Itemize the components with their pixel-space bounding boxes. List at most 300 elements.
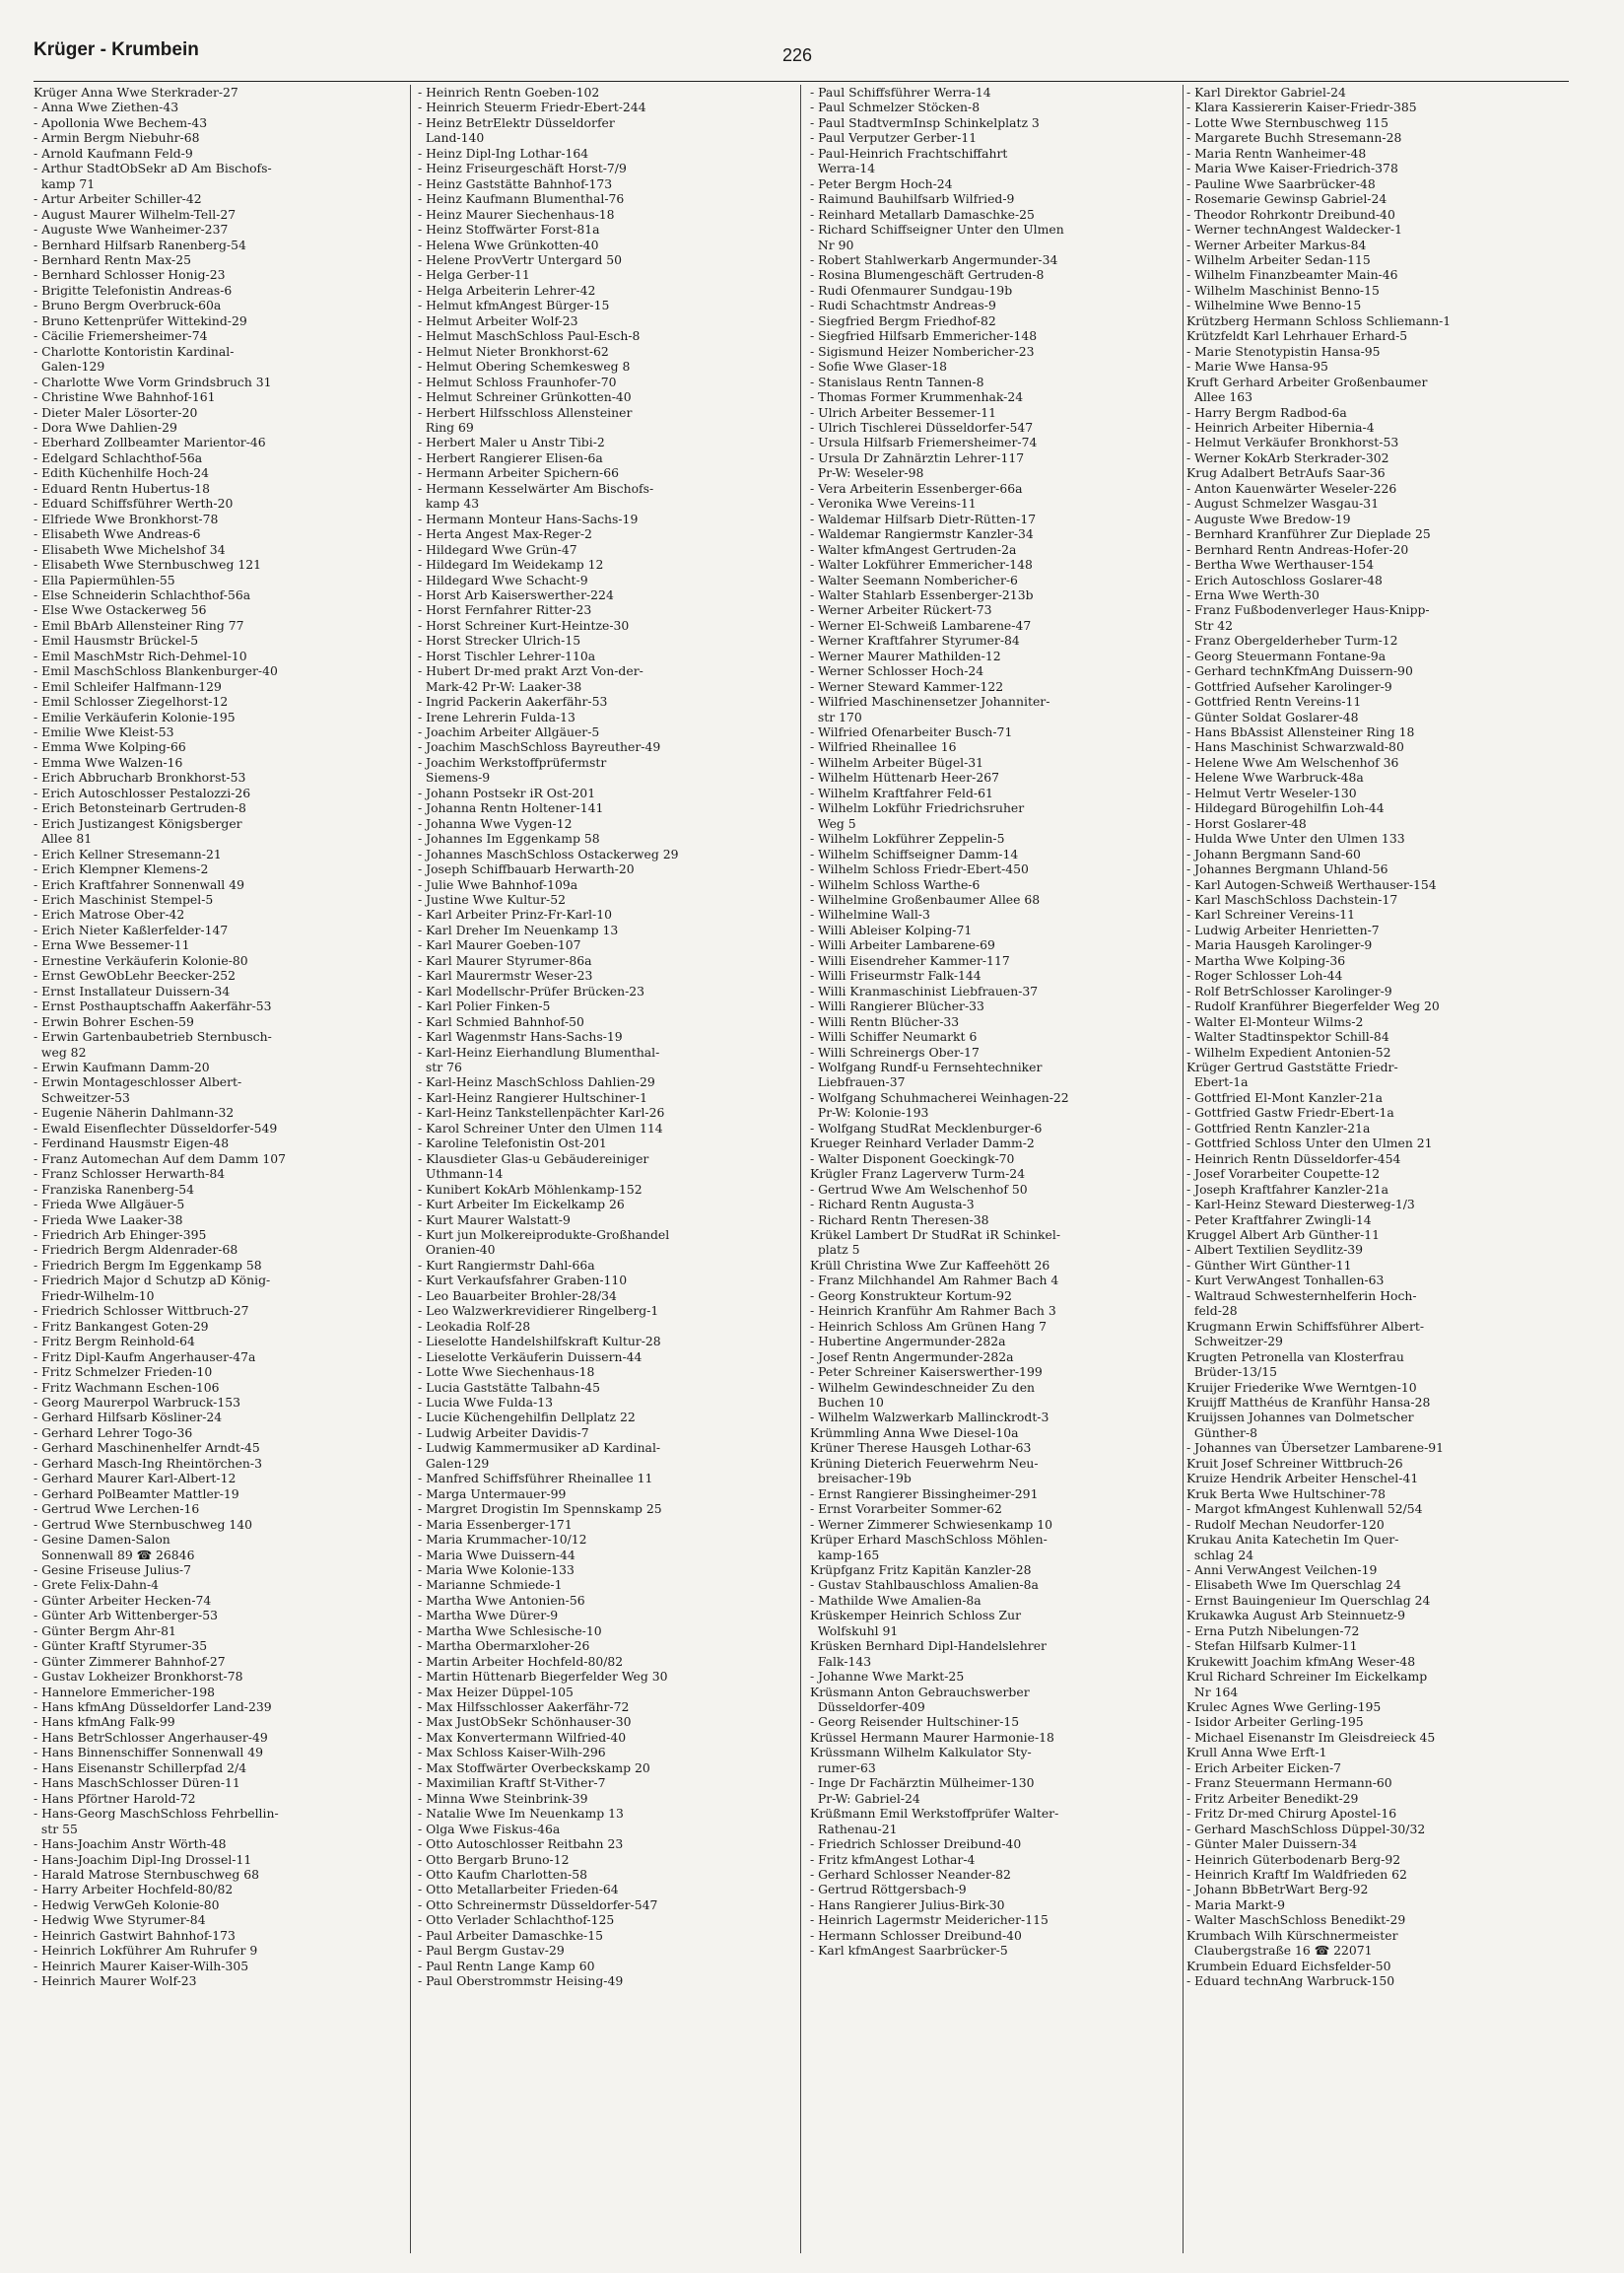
directory-column-3	[810, 85, 1179, 2263]
directory-entry: - Heinrich Lagermstr Meidericher-115	[810, 1912, 1049, 1928]
column-divider	[800, 85, 801, 2253]
directory-entry: - Hans MaschSchlosser Düren-11	[34, 1775, 240, 1791]
directory-entry: - Karl-Heinz Rangierer Hultschiner-1	[418, 1089, 647, 1105]
directory-entry: - Paul Schiffsführer Werra-14	[810, 85, 991, 100]
directory-entry: - Gerhard MaschSchloss Düppel-30/32	[1186, 1821, 1426, 1836]
directory-entry: str 76	[418, 1060, 462, 1074]
directory-entry: - Mathilde Wwe Amalien-8a	[810, 1592, 981, 1608]
directory-entry: Kruggel Albert Arb Günther-11	[1186, 1226, 1381, 1242]
directory-entry: - Erich Kraftfahrer Sonnenwall 49	[34, 876, 244, 892]
directory-entry: - Otto Metallarbeiter Frieden-64	[418, 1882, 619, 1897]
directory-entry: Krugmann Erwin Schiffsführer Albert-	[1186, 1318, 1425, 1334]
directory-entry: Allee 163	[1186, 389, 1253, 405]
directory-entry: - Manfred Schiffsführer Rheinallee 11	[418, 1471, 653, 1486]
directory-entry: Kruit Josef Schreiner Wittbruch-26	[1186, 1455, 1403, 1471]
directory-entry: - Ernst Bauingenieur Im Querschlag 24	[1186, 1592, 1431, 1608]
directory-entry: Land-140	[418, 130, 485, 146]
directory-entry: - Irene Lehrerin Fulda-13	[418, 709, 575, 724]
directory-entry: - Wilhelmine Wwe Benno-15	[1186, 298, 1362, 313]
column-divider	[410, 85, 411, 2253]
directory-entry: - Heinz BetrElektr Düsseldorfer	[418, 114, 615, 130]
directory-entry: - Gerhard Lehrer Togo-36	[34, 1424, 193, 1440]
directory-entry: - Kurt Verkaufsfahrer Graben-110	[418, 1273, 628, 1288]
directory-entry: - Maria Wwe Kolonie-133	[418, 1561, 575, 1577]
directory-entry: Günther-8	[1186, 1424, 1258, 1440]
directory-entry: - Kurt Rangiermstr Dahl-66a	[418, 1257, 595, 1273]
directory-entry: Krützberg Hermann Schloss Schliemann-1	[1186, 312, 1452, 328]
directory-entry: rumer-63	[810, 1759, 876, 1775]
directory-entry: - Hannelore Emmericher-198	[34, 1684, 216, 1699]
directory-entry: - Maria Rentn Wanheimer-48	[1186, 145, 1367, 161]
directory-entry: - Martha Wwe Kolping-36	[1186, 952, 1346, 968]
directory-entry: - Bernhard Kranführer Zur Dieplade 25	[1186, 526, 1431, 542]
directory-entry: - Heinz Maurer Siechenhaus-18	[418, 206, 615, 222]
directory-entry: - Helga Arbeiterin Lehrer-42	[418, 282, 596, 298]
directory-entry: - Walter El-Monteur Wilms-2	[1186, 1013, 1364, 1029]
directory-entry: - Max Hilfsschlosser Aakerfähr-72	[418, 1699, 630, 1715]
directory-entry: - Eberhard Zollbeamter Marientor-46	[34, 435, 266, 450]
directory-entry: - Werner technAngest Waldecker-1	[1186, 222, 1403, 238]
directory-entry: - Karl MaschSchloss Dachstein-17	[1186, 892, 1398, 908]
directory-entry: - Johannes MaschSchloss Ostackerweg 29	[418, 846, 679, 861]
directory-entry: - Sofie Wwe Glaser-18	[810, 359, 948, 375]
directory-entry: - Ludwig Arbeiter Davidis-7	[418, 1424, 589, 1440]
directory-entry: - Erich Matrose Ober-42	[34, 907, 185, 923]
directory-entry: Krul Richard Schreiner Im Eickelkamp	[1186, 1669, 1428, 1685]
directory-entry: - Otto Schreinermstr Düsseldorfer-547	[418, 1896, 658, 1912]
directory-entry: - Fritz Dipl-Kaufm Angerhauser-47a	[34, 1348, 256, 1364]
directory-entry: - Gustav Lokheizer Bronkhorst-78	[34, 1669, 243, 1685]
directory-entry: - Emilie Verkäuferin Kolonie-195	[34, 709, 236, 724]
directory-entry: - Hubert Dr-med prakt Arzt Von-der-	[418, 663, 643, 679]
directory-entry: - Minna Wwe Steinbrink-39	[418, 1790, 588, 1806]
directory-entry: - Erich Abbrucharb Bronkhorst-53	[34, 770, 246, 786]
directory-entry: - Willi Kranmaschinist Liebfrauen-37	[810, 983, 1039, 999]
directory-entry: - Erich Arbeiter Eicken-7	[1186, 1759, 1342, 1775]
directory-entry: - Stefan Hilfsarb Kulmer-11	[1186, 1638, 1358, 1654]
running-head: Krüger - Krumbein	[34, 39, 199, 60]
directory-entry: - Wilhelmine Wall-3	[810, 907, 930, 923]
directory-entry: - Martin Hüttenarb Biegerfelder Weg 30	[418, 1669, 668, 1685]
directory-entry: - Fritz Arbeiter Benedikt-29	[1186, 1790, 1359, 1806]
directory-entry: - Emil BbArb Allensteiner Ring 77	[34, 617, 244, 633]
directory-entry: - Walter Lokführer Emmericher-148	[810, 557, 1033, 573]
directory-entry: - Lucia Wwe Fulda-13	[418, 1394, 553, 1410]
directory-entry: - August Schmelzer Wasgau-31	[1186, 496, 1380, 512]
directory-entry: - Karl Direktor Gabriel-24	[1186, 85, 1346, 100]
directory-entry: - Erna Wwe Bessemer-11	[34, 937, 190, 953]
directory-entry: - Erna Putzh Nibelungen-72	[1186, 1622, 1360, 1638]
directory-entry: - Gertrud Wwe Sternbuschweg 140	[34, 1516, 252, 1532]
directory-entry: - Ewald Eisenflechter Düsseldorfer-549	[34, 1120, 278, 1136]
directory-entry: - Else Wwe Ostackerweg 56	[34, 602, 207, 618]
directory-entry: - Gottfried El-Mont Kanzler-21a	[1186, 1089, 1384, 1105]
directory-entry: - Werner Maurer Mathilden-12	[810, 648, 1001, 663]
directory-entry: - Richard Rentn Augusta-3	[810, 1197, 975, 1212]
directory-entry: - Karl Modellschr-Prüfer Brücken-23	[418, 983, 645, 999]
directory-entry: - Maria Markt-9	[1186, 1896, 1285, 1912]
directory-entry: - Wilfried Rheinallee 16	[810, 739, 957, 755]
directory-entry: - Rudi Schachtmstr Andreas-9	[810, 298, 996, 313]
directory-entry: - Kurt jun Molkereiprodukte-Großhandel	[418, 1226, 670, 1242]
directory-entry: Weg 5	[810, 815, 856, 831]
directory-entry: - Heinrich Lokführer Am Ruhrufer 9	[34, 1943, 258, 1959]
directory-entry: Krüpfganz Fritz Kapitän Kanzler-28	[810, 1561, 1032, 1577]
directory-entry: - Erwin Gartenbaubetrieb Sternbusch-	[34, 1029, 272, 1045]
directory-entry: - Gertrud Röttgersbach-9	[810, 1882, 967, 1897]
directory-entry: - Johannes van Übersetzer Lambarene-91	[1186, 1440, 1445, 1456]
directory-entry: - Dora Wwe Dahlien-29	[34, 419, 177, 435]
directory-entry: - Werner Kraftfahrer Styrumer-84	[810, 633, 1020, 649]
directory-column-4	[1186, 85, 1571, 2263]
directory-entry: - Willi Rangierer Blücher-33	[810, 999, 984, 1014]
directory-entry: - Fritz Wachmann Eschen-106	[34, 1379, 220, 1395]
directory-entry: - Heinz Friseurgeschäft Horst-7/9	[418, 161, 627, 176]
directory-entry: - Herbert Maler u Anstr Tibi-2	[418, 435, 605, 450]
directory-entry: - Wilhelm Maschinist Benno-15	[1186, 282, 1380, 298]
directory-entry: - Erich Justizangest Königsberger	[34, 815, 242, 831]
directory-entry: Krukawka August Arb Steinnuetz-9	[1186, 1608, 1405, 1623]
directory-entry: - Max Schloss Kaiser-Wilh-296	[418, 1745, 606, 1760]
directory-entry: - Johann BbBetrWart Berg-92	[1186, 1882, 1369, 1897]
directory-entry: - Lucie Küchengehilfin Dellplatz 22	[418, 1410, 636, 1425]
directory-entry: - Karl Schmied Bahnhof-50	[418, 1013, 584, 1029]
directory-entry: - Walter MaschSchloss Benedikt-29	[1186, 1912, 1406, 1928]
directory-entry: - Leokadia Rolf-28	[418, 1318, 531, 1334]
directory-entry: - Emil Schleifer Halfmann-129	[34, 678, 222, 694]
directory-entry: - Paul Schmelzer Stöcken-8	[810, 100, 981, 115]
directory-entry: - Gertrud Wwe Am Welschenhof 50	[810, 1181, 1028, 1197]
directory-entry: - Emma Wwe Walzen-16	[34, 754, 183, 770]
directory-entry: - Helene ProvVertr Untergard 50	[418, 251, 622, 267]
directory-entry: - Fritz Dr-med Chirurg Apostel-16	[1186, 1806, 1397, 1822]
directory-entry: - Bernhard Rentn Max-25	[34, 251, 191, 267]
directory-entry: - Margot kfmAngest Kuhlenwall 52/54	[1186, 1501, 1423, 1517]
directory-entry: - Elisabeth Wwe Im Querschlag 24	[1186, 1577, 1401, 1593]
directory-entry: Krüper Erhard MaschSchloss Möhlen-	[810, 1532, 1048, 1548]
directory-entry: - Helena Wwe Grünkotten-40	[418, 237, 599, 252]
directory-entry: - Frieda Wwe Laaker-38	[34, 1211, 183, 1227]
column-divider	[1183, 85, 1184, 2253]
directory-entry: Krützfeldt Karl Lehrhauer Erhard-5	[1186, 328, 1408, 344]
directory-entry: - Maria Wwe Duissern-44	[418, 1547, 575, 1562]
directory-entry: - Helmut Nieter Bronkhorst-62	[418, 343, 609, 359]
directory-entry: - Ernst Posthauptschaffn Aakerfähr-53	[34, 999, 272, 1014]
directory-entry: - Maria Wwe Kaiser-Friedrich-378	[1186, 161, 1398, 176]
directory-entry: - Richard Schiffseigner Unter den Ulmen	[810, 222, 1064, 238]
directory-entry: - Georg Maurerpol Warbruck-153	[34, 1394, 241, 1410]
directory-entry: - Fritz Bergm Reinhold-64	[34, 1334, 195, 1349]
directory-entry: - Rudolf Mechan Neudorfer-120	[1186, 1516, 1385, 1532]
directory-entry: - Rudolf Kranführer Biegerfelder Weg 20	[1186, 999, 1440, 1014]
directory-entry: - Maria Krummacher-10/12	[418, 1532, 587, 1548]
directory-entry: - Heinrich Kraftf Im Waldfrieden 62	[1186, 1867, 1407, 1883]
directory-entry: - Willi Arbeiter Lambarene-69	[810, 937, 995, 953]
directory-entry: - Wolfgang StudRat Mecklenburger-6	[810, 1120, 1043, 1136]
directory-entry: - Bertha Wwe Werthauser-154	[1186, 557, 1375, 573]
directory-entry: - Heinrich Schloss Am Grünen Hang 7	[810, 1318, 1048, 1334]
directory-entry: - Karl Maurer Goeben-107	[418, 937, 581, 953]
directory-entry: - Max Konvertermann Wilfried-40	[418, 1729, 627, 1745]
directory-entry: Schweitzer-29	[1186, 1334, 1283, 1349]
directory-entry: - Horst Strecker Ulrich-15	[418, 633, 581, 649]
directory-entry: Nr 90	[810, 237, 854, 252]
directory-entry: - Johanna Rentn Holtener-141	[418, 800, 604, 816]
directory-entry: - Johannes Im Eggenkamp 58	[418, 831, 600, 847]
directory-entry: kamp 71	[34, 175, 96, 191]
directory-entry: - Karl Schreiner Vereins-11	[1186, 907, 1356, 923]
directory-entry: - Sigismund Heizer Nombericher-23	[810, 343, 1035, 359]
directory-entry: - Günter Arbeiter Hecken-74	[34, 1592, 212, 1608]
directory-entry: - Anton Kauenwärter Weseler-226	[1186, 480, 1397, 496]
directory-entry: - Karl-Heinz Steward Diesterweg-1/3	[1186, 1197, 1415, 1212]
directory-entry: - Emil MaschMstr Rich-Dehmel-10	[34, 648, 247, 663]
directory-entry: - Wilhelm Arbeiter Bügel-31	[810, 754, 984, 770]
directory-entry: - Martha Wwe Dürer-9	[418, 1608, 559, 1623]
directory-column-2	[418, 85, 790, 2263]
directory-entry: - Franz Obergelderheber Turm-12	[1186, 633, 1398, 649]
directory-entry: - Karl kfmAngest Saarbrücker-5	[810, 1943, 1008, 1959]
directory-entry: - Georg Steuermann Fontane-9a	[1186, 648, 1387, 663]
directory-entry: - Walter Stadtinspektor Schill-84	[1186, 1029, 1389, 1045]
directory-entry: - Albert Textilien Seydlitz-39	[1186, 1242, 1364, 1258]
directory-entry: - Inge Dr Fachärztin Mülheimer-130	[810, 1775, 1035, 1791]
directory-entry: - Maria Essenberger-171	[418, 1516, 573, 1532]
directory-entry: - Karl-Heinz Tankstellenpächter Karl-26	[418, 1105, 665, 1121]
directory-entry: - Ingrid Packerin Aakerfähr-53	[418, 694, 608, 710]
directory-entry: - Erna Wwe Werth-30	[1186, 586, 1320, 602]
directory-entry: - Hermann Arbeiter Spichern-66	[418, 465, 619, 481]
directory-entry: - Franz Milchhandel Am Rahmer Bach 4	[810, 1273, 1059, 1288]
directory-entry: Str 42	[1186, 617, 1233, 633]
directory-entry: - Ella Papiermühlen-55	[34, 572, 175, 587]
directory-entry: - Gottfried Aufseher Karolinger-9	[1186, 678, 1392, 694]
directory-entry: - Wilhelm Lokführer Zeppelin-5	[810, 831, 1005, 847]
directory-entry: - Arnold Kaufmann Feld-9	[34, 145, 193, 161]
directory-entry: - Julie Wwe Bahnhof-109a	[418, 876, 578, 892]
directory-entry: - Joachim MaschSchloss Bayreuther-49	[418, 739, 661, 755]
directory-entry: - Franziska Ranenberg-54	[34, 1181, 195, 1197]
directory-entry: - Max JustObSekr Schönhauser-30	[418, 1714, 632, 1730]
directory-entry: - Ernst Vorarbeiter Sommer-62	[810, 1501, 1002, 1517]
directory-entry: - Gustav Stahlbauschloss Amalien-8a	[810, 1577, 1039, 1593]
directory-entry: - Karl Maurer Styrumer-86a	[418, 952, 592, 968]
directory-entry: - Helmut MaschSchloss Paul-Esch-8	[418, 328, 641, 344]
directory-entry: - Hans BbAssist Allensteiner Ring 18	[1186, 724, 1415, 740]
directory-entry: - Eugenie Näherin Dahlmann-32	[34, 1105, 235, 1121]
directory-entry: - Hans kfmAng Falk-99	[34, 1714, 175, 1730]
directory-entry: - Gertrud Wwe Lerchen-16	[34, 1501, 200, 1517]
directory-entry: - Erich Autoschlosser Pestalozzi-26	[34, 785, 251, 800]
directory-entry: - Hildegard Wwe Schacht-9	[418, 572, 588, 587]
directory-entry: - Heinrich Rentn Goeben-102	[418, 85, 600, 100]
directory-entry: Falk-143	[810, 1653, 872, 1669]
directory-entry: - Martha Wwe Antonien-56	[418, 1592, 585, 1608]
directory-entry: Krulec Agnes Wwe Gerling-195	[1186, 1699, 1382, 1715]
directory-entry: - Karl Wagenmstr Hans-Sachs-19	[418, 1029, 623, 1045]
directory-entry: - Friedrich Major d Schutzp aD König-	[34, 1273, 271, 1288]
directory-entry: - Apollonia Wwe Bechem-43	[34, 114, 208, 130]
directory-entry: Pr-W: Weseler-98	[810, 465, 924, 481]
directory-entry: Allee 81	[34, 831, 93, 847]
directory-entry: Pr-W: Kolonie-193	[810, 1105, 929, 1121]
page-number: 226	[782, 45, 813, 65]
directory-entry: kamp-165	[810, 1547, 880, 1562]
directory-entry: Krueger Reinhard Verlader Damm-2	[810, 1136, 1035, 1151]
directory-entry: - Gerhard Hilfsarb Kösliner-24	[34, 1410, 223, 1425]
directory-entry: - Günter Zimmerer Bahnhof-27	[34, 1653, 226, 1669]
directory-entry: - Margret Drogistin Im Spennskamp 25	[418, 1501, 662, 1517]
directory-entry: - Pauline Wwe Saarbrücker-48	[1186, 175, 1376, 191]
directory-entry: - Rolf BetrSchlosser Karolinger-9	[1186, 983, 1392, 999]
directory-entry: - Olga Wwe Fiskus-46a	[418, 1821, 561, 1836]
directory-entry: - Anna Wwe Ziethen-43	[34, 100, 179, 115]
directory-entry: - Hulda Wwe Unter den Ulmen 133	[1186, 831, 1405, 847]
directory-entry: - Kunibert KokArb Möhlenkamp-152	[418, 1181, 643, 1197]
directory-entry: - Wilhelmine Großenbaumer Allee 68	[810, 892, 1041, 908]
directory-entry: - Heinz Stoffwärter Forst-81a	[418, 222, 600, 238]
directory-entry: - Elfriede Wwe Bronkhorst-78	[34, 511, 219, 526]
directory-entry: Oranien-40	[418, 1242, 496, 1258]
directory-entry: - Erwin Montageschlosser Albert-	[34, 1074, 242, 1090]
directory-entry: Krüsmann Anton Gebrauchswerber	[810, 1684, 1030, 1699]
directory-entry: - Natalie Wwe Im Neuenkamp 13	[418, 1806, 624, 1822]
directory-entry: - Auguste Wwe Bredow-19	[1186, 511, 1351, 526]
directory-entry: - Helmut Vertr Weseler-130	[1186, 785, 1357, 800]
directory-entry: - Werner Schlosser Hoch-24	[810, 663, 984, 679]
directory-entry: - Auguste Wwe Wanheimer-237	[34, 222, 229, 238]
directory-entry: Krukewitt Joachim kfmAng Weser-48	[1186, 1653, 1416, 1669]
directory-entry: - Edelgard Schlachthof-56a	[34, 449, 203, 465]
directory-entry: - Helmut Arbeiter Wolf-23	[418, 312, 578, 328]
directory-entry: - Wilhelm Schiffseigner Damm-14	[810, 846, 1019, 861]
directory-entry: - Maria Hausgeh Karolinger-9	[1186, 937, 1373, 953]
directory-entry: - Gesine Friseuse Julius-7	[34, 1561, 191, 1577]
directory-entry: - Hans Pförtner Harold-72	[34, 1790, 196, 1806]
directory-entry: weg 82	[34, 1044, 87, 1060]
directory-entry: - Günter Arb Wittenberger-53	[34, 1608, 218, 1623]
directory-entry: - Klausdieter Glas-u Gebäudereiniger	[418, 1150, 649, 1166]
directory-entry: - Helmut kfmAngest Bürger-15	[418, 298, 610, 313]
directory-entry: - Johann Postsekr iR Ost-201	[418, 785, 596, 800]
directory-entry: - Helene Wwe Warbruck-48a	[1186, 770, 1364, 786]
directory-entry: Wolfskuhl 91	[810, 1622, 899, 1638]
directory-entry: - Johannes Bergmann Uhland-56	[1186, 861, 1388, 877]
directory-entry: Düsseldorfer-409	[810, 1699, 925, 1715]
directory-entry: - Johann Bergmann Sand-60	[1186, 846, 1361, 861]
directory-entry: - Cäcilie Friemersheimer-74	[34, 328, 208, 344]
directory-entry: - Robert Stahlwerkarb Angermunder-34	[810, 251, 1058, 267]
directory-entry: - Wolfgang Rundf-u Fernsehtechniker	[810, 1060, 1043, 1074]
directory-entry: - Walter Stahlarb Essenberger-213b	[810, 586, 1034, 602]
directory-entry: - Emil MaschSchloss Blankenburger-40	[34, 663, 278, 679]
directory-entry: - Charlotte Kontoristin Kardinal-	[34, 343, 235, 359]
directory-entry: Claubergstraße 16 ☎ 22071	[1186, 1943, 1373, 1959]
directory-entry: - Werner Zimmerer Schwiesenkamp 10	[810, 1516, 1053, 1532]
directory-entry: - Gesine Damen-Salon	[34, 1532, 170, 1548]
directory-entry: - Erich Betonsteinarb Gertruden-8	[34, 800, 246, 816]
directory-entry: - Karl Maurermstr Weser-23	[418, 968, 593, 984]
directory-entry: - Friedrich Bergm Aldenrader-68	[34, 1242, 238, 1258]
directory-entry: - Eduard Schiffsführer Werth-20	[34, 496, 234, 512]
directory-entry: Krümmling Anna Wwe Diesel-10a	[810, 1424, 1019, 1440]
directory-entry: Brüder-13/15	[1186, 1364, 1277, 1380]
directory-entry: - Franz Steuermann Hermann-60	[1186, 1775, 1392, 1791]
directory-entry: - Bruno Bergm Overbruck-60a	[34, 298, 222, 313]
directory-entry: - Josef Vorarbeiter Coupette-12	[1186, 1166, 1381, 1182]
directory-entry: str 170	[810, 709, 862, 724]
directory-entry: - Paul Oberstrommstr Heising-49	[418, 1973, 624, 1989]
directory-entry: - Heinrich Maurer Wolf-23	[34, 1973, 197, 1989]
directory-entry: - Kurt Arbeiter Im Eickelkamp 26	[418, 1197, 625, 1212]
directory-entry: - Erich Nieter Kaßlerfelder-147	[34, 922, 229, 937]
directory-entry: - Paul Arbeiter Damaschke-15	[418, 1927, 603, 1943]
directory-entry: - Fritz Bankangest Goten-29	[34, 1318, 209, 1334]
directory-entry: - Horst Goslarer-48	[1186, 815, 1307, 831]
directory-entry: - Kurt Maurer Walstatt-9	[418, 1211, 571, 1227]
directory-entry: - Otto Autoschlosser Reitbahn 23	[418, 1836, 624, 1852]
directory-entry: - Hans Rangierer Julius-Birk-30	[810, 1896, 1005, 1912]
directory-entry: - Ursula Dr Zahnärztin Lehrer-117	[810, 449, 1025, 465]
directory-entry: - Waldemar Hilfsarb Dietr-Rütten-17	[810, 511, 1037, 526]
directory-entry: - Martin Arbeiter Hochfeld-80/82	[418, 1653, 624, 1669]
directory-entry: - Peter Schreiner Kaiserswerther-199	[810, 1364, 1043, 1380]
directory-entry: - Elisabeth Wwe Sternbuschweg 121	[34, 557, 261, 573]
directory-entry: Kruft Gerhard Arbeiter Großenbaumer	[1186, 374, 1428, 389]
directory-entry: - Stanislaus Rentn Tannen-8	[810, 374, 984, 389]
directory-entry: - Joseph Schiffbauarb Herwarth-20	[418, 861, 635, 877]
directory-entry: - Artur Arbeiter Schiller-42	[34, 191, 202, 207]
directory-entry: Pr-W: Gabriel-24	[810, 1790, 920, 1806]
directory-entry: - Wilhelm Schloss Friedr-Ebert-450	[810, 861, 1029, 877]
directory-entry: - Hubertine Angermunder-282a	[810, 1334, 1006, 1349]
directory-entry: - Franz Automechan Auf dem Damm 107	[34, 1150, 286, 1166]
directory-entry: - Ernst Rangierer Bissingheimer-291	[810, 1485, 1039, 1501]
directory-entry: - Horst Arb Kaiserswerther-224	[418, 586, 614, 602]
directory-entry: str 55	[34, 1821, 78, 1836]
directory-entry: - Erwin Kaufmann Damm-20	[34, 1060, 210, 1074]
directory-entry: - Günther Wirt Günther-11	[1186, 1257, 1352, 1273]
directory-entry: - Willi Eisendreher Kammer-117	[810, 952, 1010, 968]
directory-entry: - Wilhelm Schloss Warthe-6	[810, 876, 981, 892]
directory-entry: - Johanna Wwe Vygen-12	[418, 815, 573, 831]
directory-entry: - Hans BetrSchlosser Angerhauser-49	[34, 1729, 268, 1745]
directory-entry: Sonnenwall 89 ☎ 26846	[34, 1547, 195, 1562]
directory-entry: Kruk Berta Wwe Hultschiner-78	[1186, 1485, 1387, 1501]
directory-entry: - Willi Friseurmstr Falk-144	[810, 968, 981, 984]
directory-entry: - Werner Arbeiter Rückert-73	[810, 602, 992, 618]
directory-entry: Krüger Gertrud Gaststätte Friedr-	[1186, 1060, 1398, 1074]
directory-entry: - Herbert Hilfsschloss Allensteiner	[418, 404, 633, 420]
directory-entry: - Maximilian Kraftf St-Vither-7	[418, 1775, 606, 1791]
directory-entry: - Justine Wwe Kultur-52	[418, 892, 567, 908]
directory-entry: Krüssmann Wilhelm Kalkulator Sty-	[810, 1745, 1032, 1760]
directory-entry: Liebfrauen-37	[810, 1074, 906, 1090]
directory-entry: feld-28	[1186, 1303, 1238, 1319]
directory-entry: - Wilhelm Lokführ Friedrichsruher	[810, 800, 1025, 816]
directory-entry: - Max Heizer Düppel-105	[418, 1684, 574, 1699]
directory-entry: - Hildegard Wwe Grün-47	[418, 541, 577, 557]
directory-entry: - Emma Wwe Kolping-66	[34, 739, 186, 755]
directory-column-1	[34, 85, 404, 2263]
directory-entry: Krügler Franz Lagerverw Turm-24	[810, 1166, 1026, 1182]
directory-entry: - Ferdinand Hausmstr Eigen-48	[34, 1136, 230, 1151]
directory-entry: - Edith Küchenhilfe Hoch-24	[34, 465, 210, 481]
directory-entry: - Paul Bergm Gustav-29	[418, 1943, 565, 1959]
directory-entry: kamp 43	[418, 496, 480, 512]
directory-entry: - Günter Maler Duissern-34	[1186, 1836, 1358, 1852]
directory-entry: Schweitzer-53	[34, 1089, 130, 1105]
